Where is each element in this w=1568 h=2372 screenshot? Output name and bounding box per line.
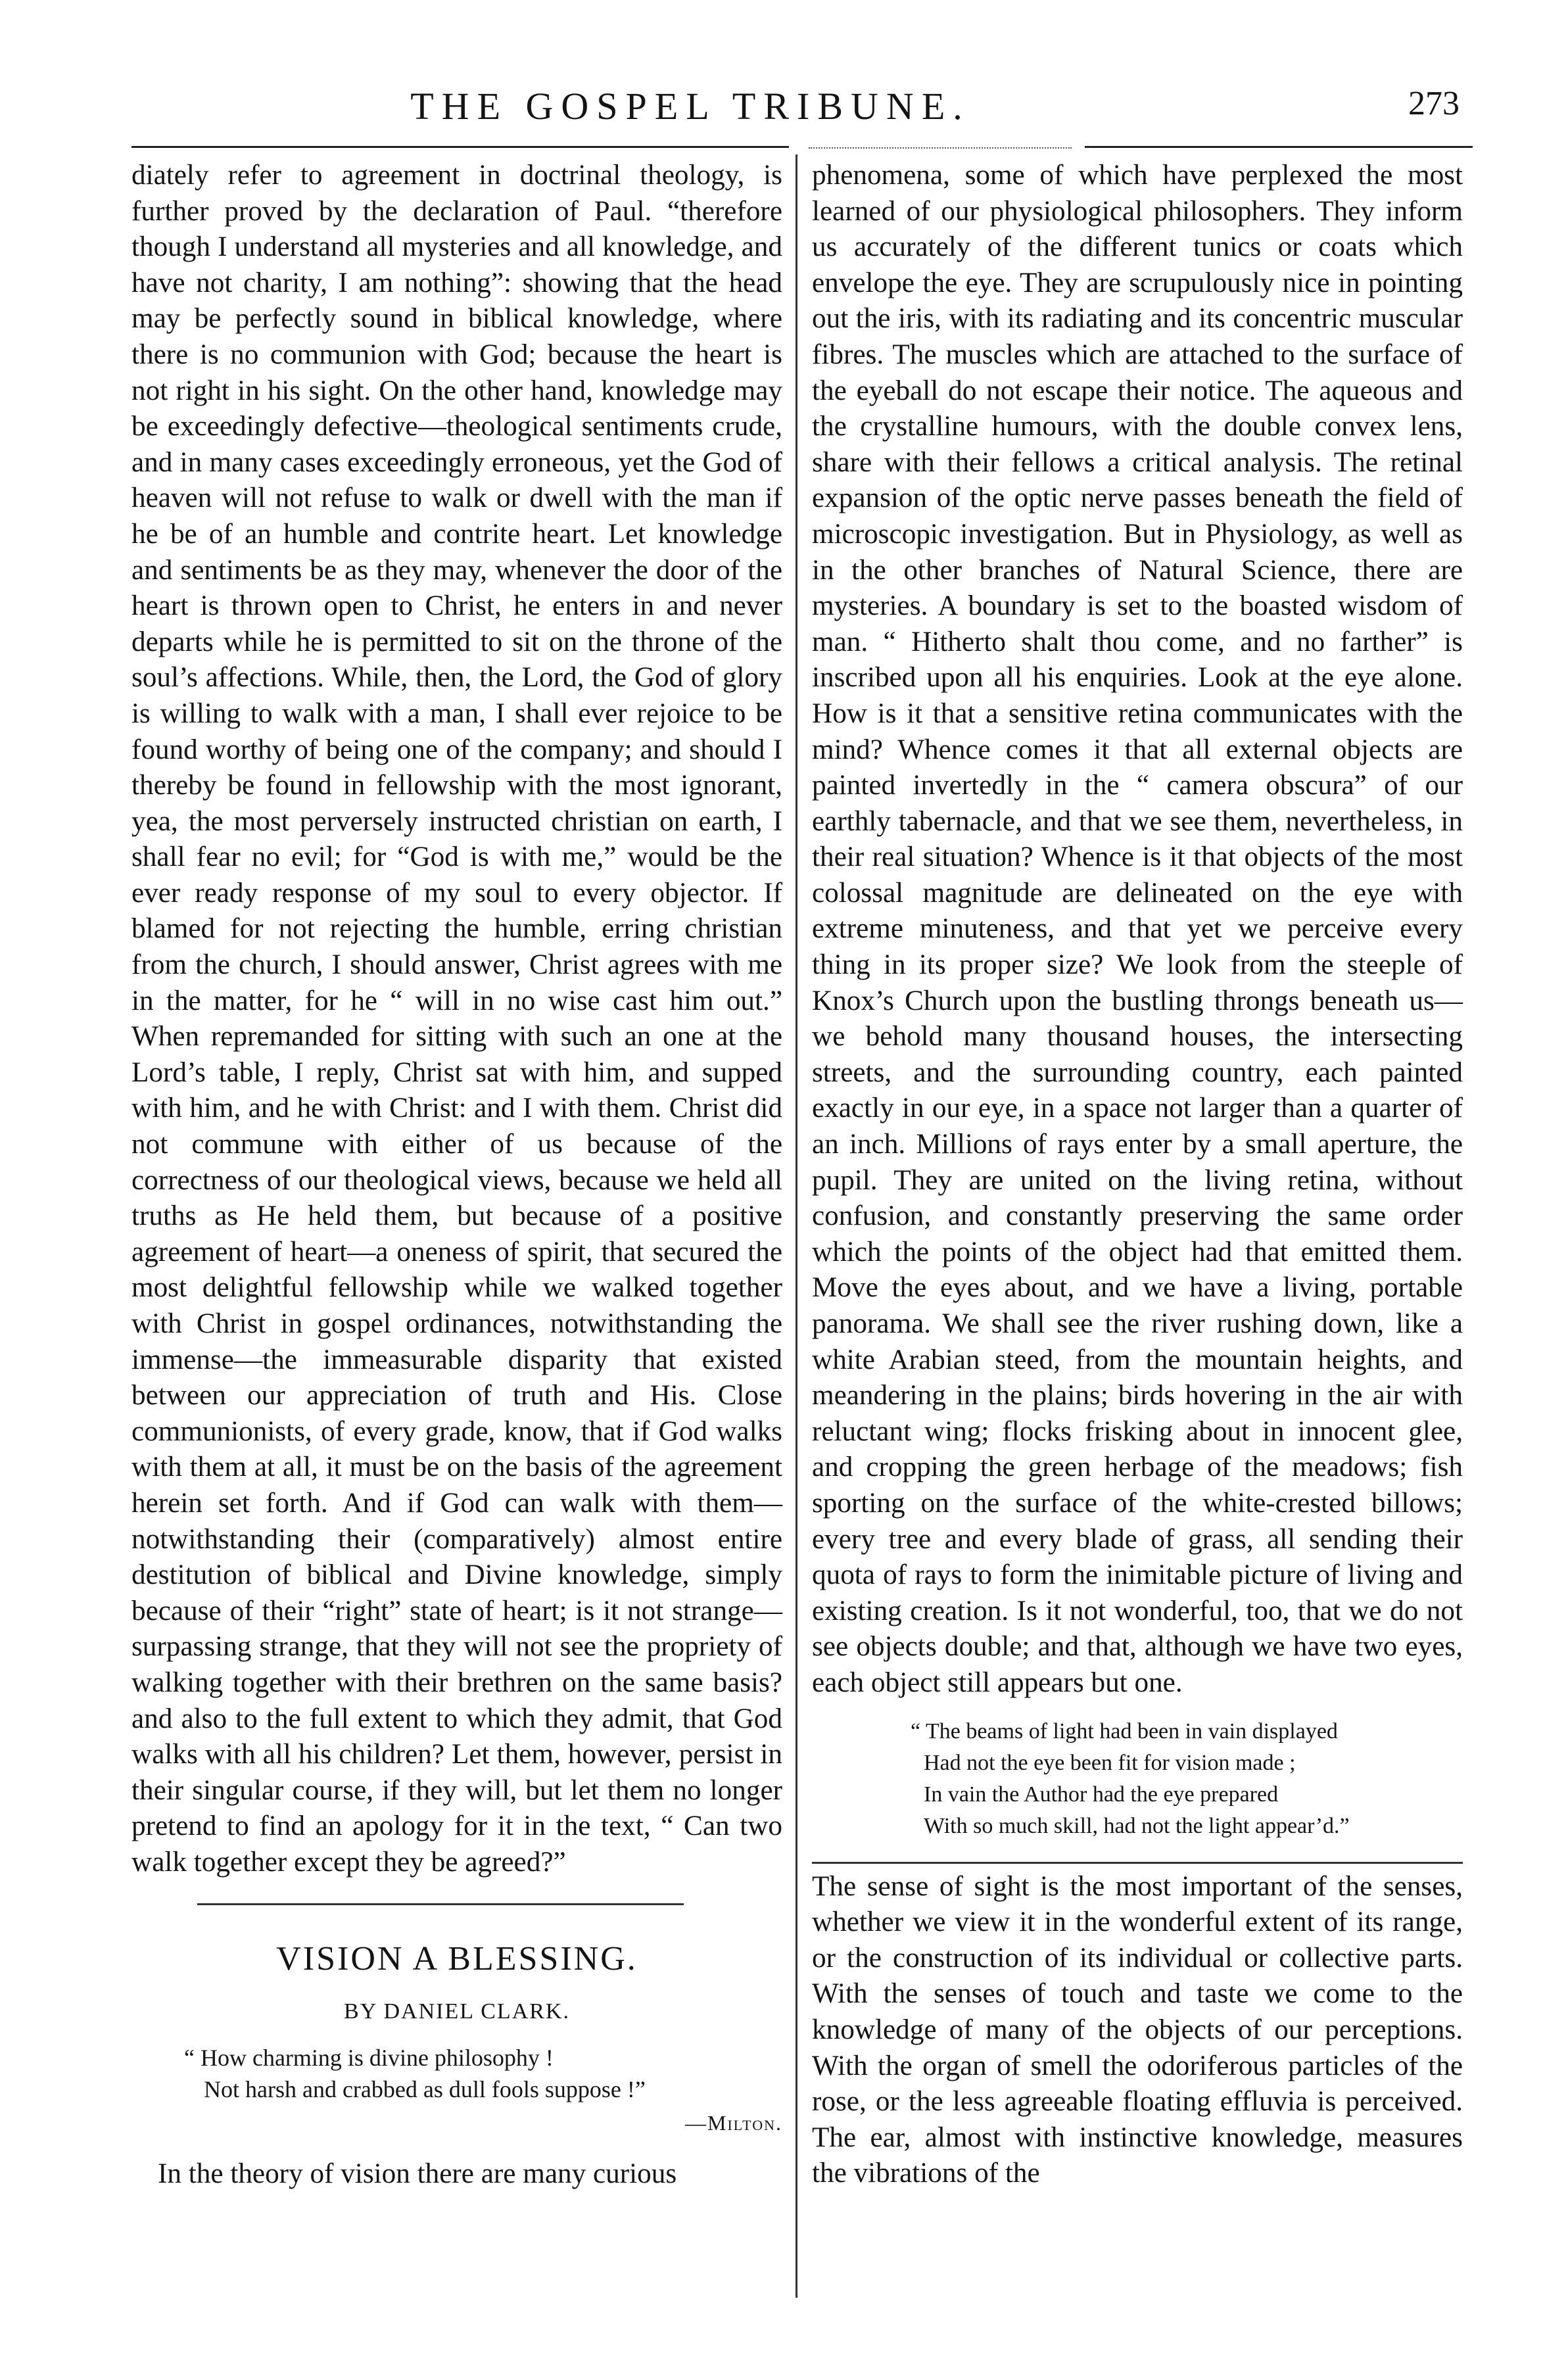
poem-line: “ The beams of light had been in vain displayed [911, 1719, 1338, 1743]
left-column [131, 158, 782, 2193]
article-paragraph: In the theory of vision there are many curious [158, 2158, 677, 2190]
epigraph-line: Not harsh and crabbed as dull fools suppose !” [204, 2076, 646, 2102]
header-rule-middle [809, 147, 1072, 149]
article-paragraph: phenomena, some of which have perplexed the most learned of our physiological philosophers. They inform us accurately of the different tunics or coats which envelope the eye. They are scrupulously nice in pointing out the iris, with its radiating and its concentric muscular fibres. The muscles which are attached to the surface of the eyeball do not escape their notice. The aqueous and the crystalline humours, with the double convex lens, share with their fellows a critical analysis. The retinal expansion of the optic nerve passes beneath the field of microscopic investigation. But in Physiology, as well as in the other branches of Natural Science, there are mysteries. A boundary is set to the boasted wisdom of man. “ Hitherto shalt thou come, and no farther” is inscribed upon all his enquiries. Look at the eye alone. How is it that a sensitive retina communicates with the mind? Whence comes it that all external objects are painted invertedly in the “ camera obscura” of our earthly tabernacle, and that we see them, nevertheless, in their real situation? Whence is it that objects of the most colossal magnitude are delineated on the eye with extreme minuteness, and that yet we perceive every thing in its proper size? We look from the steeple of Knox’s Church upon the bustling throngs beneath us—we behold many thousand houses, the intersecting streets, and the surrounding country, each painted exactly in our eye, in a space not larger than a quarter of an inch. Millions of rays enter by a small aperture, the pupil. They are united on the living retina, without confusion, and constantly preserving the same order which the points of the object had that emitted them. Move the eyes about, and we have a living, portable panorama. We shall see the river rushing down, like a white Arabian steed, from the mountain heights, and meandering in the plains; birds hovering in the air with reluctant wing; flocks frisking about in innocent glee, and cropping the green herbage of the meadows; fish sporting on the surface of the white-crested billows; every tree and every blade of grass, all sending their quota of rays to form the inimitable picture of living and existing creation. Is it not wonderful, too, that we do not see objects double; and that, although we have two eyes, each object still appears but one. [812, 160, 1463, 1698]
continued-article-paragraph: diately refer to agreement in doctrinal theology, is further proved by the declaration of Paul. “therefore though I understand all mysteries and all knowledge, and have not charity, I am nothing”: showing that the head may be perfectly sound in biblical knowledge, where there is no communion with God; because the heart is not right in his sight. On the other hand, knowledge may be exceedingly defective—theological sentiments crude, and in many cases exceedingly erroneous, yet the God of heaven will not refuse to walk or dwell with the man if he be of an humble and contrite heart. Let knowledge and sentiments be as they may, whenever the door of the heart is thrown open to Christ, he enters in and never departs while he is permitted to sit on the throne of the soul’s affections. While, then, the Lord, the God of glory is willing to walk with a man, I shall ever rejoice to be found worthy of being one of the company; and should I thereby be found in fellowship with the most ignorant, yea, the most perversely instructed christian on earth, I shall fear no evil; for “God is with me,” would be the ever ready response of my soul to every objector. If blamed for not rejecting the humble, erring christian from the church, I should answer, Christ agrees with me in the matter, for he “ will in no wise cast him out.” When repremanded for sitting with such an one at the Lord’s table, I reply, Christ sat with him, and supped with him, and he with Christ: and I with them. Christ did not commune with either of us because of the correctness of our theological views, because we held all truths as He held them, but because of a positive agreement of heart—a oneness of spirit, that secured the most delightful fellowship while we walked together with Christ in gospel ordinances, notwithstanding the immense—the immeasurable disparity that existed between our appreciation of truth and His. Close communionists, of every grade, know, that if God walks with them at all, it must be on the basis of the agreement herein set forth. And if God can walk with them—notwithstanding their (comparatively) almost entire destitution of biblical and Divine knowledge, simply because of their “right” state of heart; is it not strange—surpassing strange, that they will not see the propriety of walking together with their brethren on the same basis? and also to the full extent to which they admit, that God walks with all his children? Let them, however, persist in their singular course, if they will, but let them no longer pretend to find an apology for it in the text, “ Can two walk together except they be agreed?” [131, 160, 782, 1878]
publication-title: THE GOSPEL TRIBUNE. [410, 85, 970, 128]
running-head [131, 84, 1473, 143]
epigraph [184, 2042, 782, 2105]
header-rule-right [1085, 146, 1473, 148]
article-paragraph: The sense of sight is the most important of the senses, whether we view it in the wonderful extent of its range, or the construction of its individual or collective parts. With the senses of touch and taste we come to the knowledge of many of the objects of our perceptions. With the organ of smell the odoriferous particles of the rose, or the less agreeable floating effluvia is perceived. The ear, almost with instinctive knowledge, measures the vibrations of the [812, 1870, 1463, 2189]
poem-line: With so much skill, had not the light appear’d.” [924, 1813, 1350, 1838]
poem-rule [812, 1862, 1463, 1864]
column-divider [796, 154, 797, 2298]
article-byline: BY DANIEL CLARK. [344, 1999, 570, 2024]
poem-line: Had not the eye been fit for vision made ; [924, 1750, 1296, 1775]
poem-quote [911, 1716, 1463, 1842]
poem-line: In vain the Author had the eye prepared [924, 1782, 1279, 1807]
epigraph-attribution: —Milton. [684, 2110, 782, 2135]
article-title: VISION A BLESSING. [276, 1939, 638, 1978]
header-rule-left [131, 146, 789, 148]
epigraph-line: “ How charming is divine philosophy ! [184, 2044, 554, 2071]
section-divider [197, 1903, 684, 1905]
right-column [812, 158, 1463, 2192]
page-number: 273 [1408, 85, 1460, 122]
